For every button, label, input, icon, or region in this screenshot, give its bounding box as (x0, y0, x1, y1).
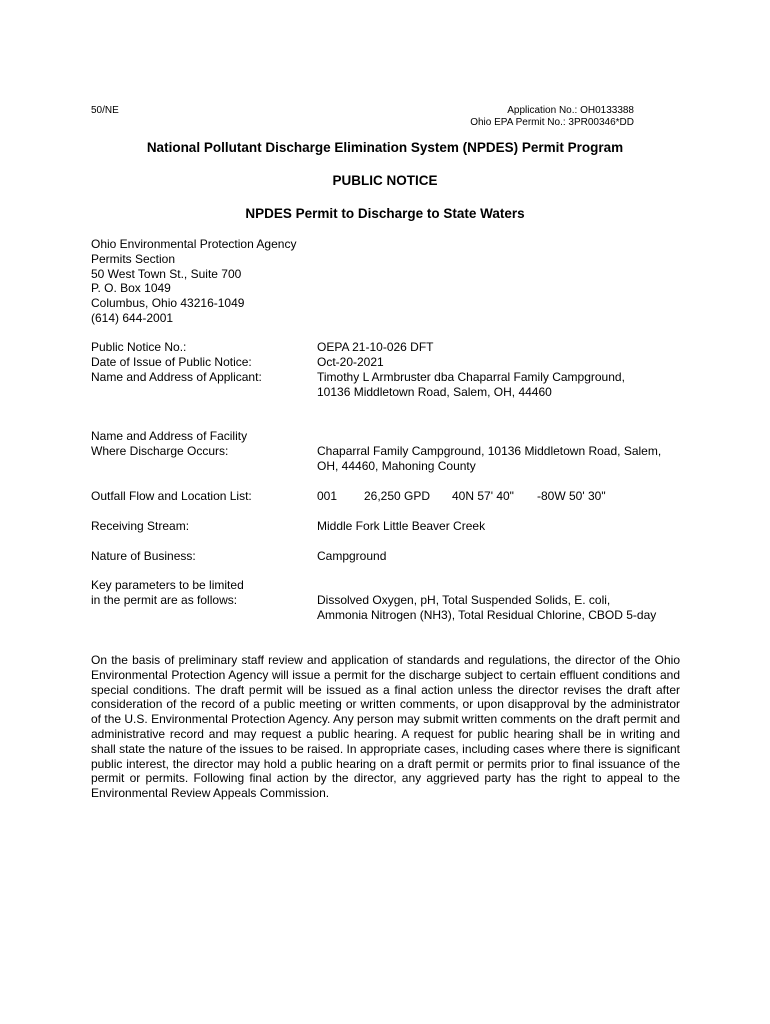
facility-line-2: OH, 44460, Mahoning County (317, 459, 476, 473)
agency-section: Permits Section (91, 251, 176, 266)
issue-date-label: Date of Issue of Public Notice: (91, 355, 252, 369)
agency-phone: (614) 644-2001 (91, 310, 174, 325)
facility-label (91, 429, 311, 459)
agency-street: 50 West Town St., Suite 700 (91, 266, 242, 281)
facility-label-line-2: Where Discharge Occurs: (91, 444, 229, 458)
notice-number-value: OEPA 21-10-026 DFT (317, 340, 434, 354)
notice-number-label: Public Notice No.: (91, 340, 187, 354)
office-code: 50/NE (91, 105, 119, 116)
facility-value (317, 444, 687, 474)
applicant-label: Name and Address of Applicant: (91, 370, 262, 384)
business-label: Nature of Business: (91, 549, 196, 563)
parameters-label-line-2: in the permit are as follows: (91, 593, 238, 607)
receiving-stream-label: Receiving Stream: (91, 519, 190, 533)
receiving-stream-value: Middle Fork Little Beaver Creek (317, 519, 486, 533)
agency-po-box: P. O. Box 1049 (91, 281, 171, 296)
business-value: Campground (317, 549, 387, 563)
permit-heading: NPDES Permit to Discharge to State Waters (245, 206, 525, 221)
application-numbers (470, 105, 634, 129)
epa-permit-number: Ohio EPA Permit No.: 3PR00346*DD (470, 117, 634, 128)
facility-line-1: Chaparral Family Campground, 10136 Middletown Road, Salem, (317, 444, 662, 458)
applicant-line-1: Timothy L Armbruster dba Chaparral Family Campground, (317, 370, 625, 384)
outfall-number: 001 (317, 489, 338, 503)
outfall-latitude: 40N 57' 40" (452, 489, 514, 503)
public-notice-heading: PUBLIC NOTICE (332, 173, 438, 188)
parameters-line-1: Dissolved Oxygen, pH, Total Suspended Solids, E. coli, (317, 593, 611, 607)
outfall-flow: 26,250 GPD (364, 489, 431, 503)
outfall-longitude: -80W 50' 30" (537, 489, 606, 503)
parameters-value (317, 593, 687, 623)
parameters-line-2: Ammonia Nitrogen (NH3), Total Residual Chlorine, CBOD 5-day (317, 608, 657, 622)
agency-address-block (91, 237, 296, 326)
program-title: National Pollutant Discharge Elimination System (NPDES) Permit Program (146, 140, 624, 155)
agency-city: Columbus, Ohio 43216-1049 (91, 296, 245, 311)
applicant-line-2: 10136 Middletown Road, Salem, OH, 44460 (317, 385, 552, 399)
applicant-value (317, 370, 687, 400)
application-number: Application No.: OH0133388 (507, 105, 634, 116)
outfall-value (317, 489, 687, 504)
issue-date-value: Oct-20-2021 (317, 355, 384, 369)
facility-label-line-1: Name and Address of Facility (91, 429, 248, 443)
parameters-label-line-1: Key parameters to be limited (91, 578, 244, 592)
outfall-label: Outfall Flow and Location List: (91, 489, 252, 503)
parameters-label (91, 578, 311, 608)
notice-body-paragraph: On the basis of preliminary staff review and application of standards and regulations, the director of the Ohio Environmental Protection Agency will issue a permit for the discharge subject to certain effluent conditions and special conditions. The draft permit will be issued as a final action unless the director revises the draft after consideration of the record of a public meeting or written comments, or upon disapproval by the administrator of the U.S. Environmental Protection Agency. Any person may submit written comments on the draft permit and administrative record and may request a public hearing. A request for public hearing shall be in writing and shall state the nature of the issues to be raised. In appropriate cases, including cases where there is significant public interest, the director may hold a public hearing on a draft permit or permits prior to final issuance of the permit or permits. Following final action by the director, any aggrieved party has the right to appeal to the Environmental Review Appeals Commission. (91, 653, 680, 801)
agency-name: Ohio Environmental Protection Agency (91, 237, 297, 251)
